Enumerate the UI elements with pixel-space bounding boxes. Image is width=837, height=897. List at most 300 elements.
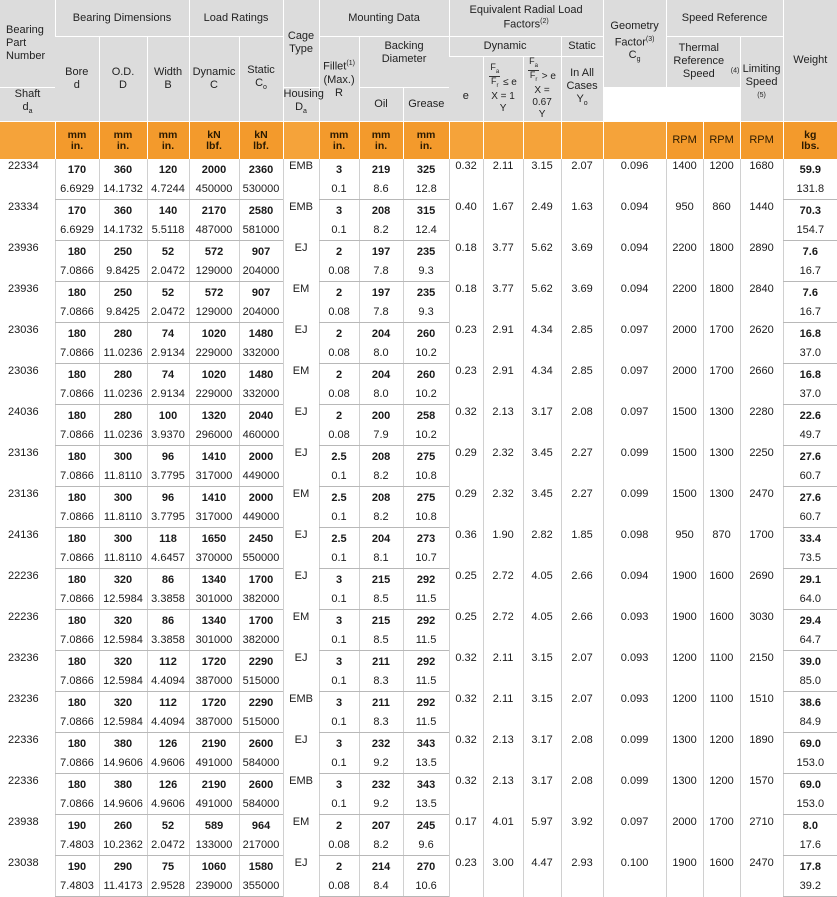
width-mm: 75 — [147, 856, 189, 877]
width-in: 2.9134 — [147, 384, 189, 405]
fillet-mm: 2.5 — [319, 487, 359, 508]
speed-oil: 1500 — [666, 405, 703, 446]
table-row — [0, 692, 837, 713]
geometry-factor: 0.093 — [603, 610, 666, 651]
od-in: 11.0236 — [99, 343, 147, 364]
shaft-mm: 207 — [359, 815, 403, 836]
factor-yo: 2.08 — [561, 733, 603, 774]
part-number: 22336 — [8, 733, 39, 746]
cage-type: EMB — [283, 200, 319, 241]
weight-lbs: 154.7 — [783, 220, 837, 241]
part-number: 23936 — [8, 282, 39, 295]
shaft-in: 8.2 — [359, 835, 403, 856]
weight-kg: 17.8 — [783, 856, 837, 877]
le-e-label: ≤ e — [502, 76, 517, 88]
dynamic-kn: 1720 — [189, 651, 239, 672]
bore-mm: 190 — [55, 815, 99, 836]
od-in: 11.8110 — [99, 548, 147, 569]
unit-mm: mm — [67, 128, 87, 141]
static-kn: 907 — [239, 282, 283, 303]
factor-e: 0.25 — [449, 569, 483, 610]
speed-oil: 1900 — [666, 856, 703, 897]
factor-y1: 2.72 — [483, 569, 523, 610]
part-number: 23036 — [8, 364, 39, 377]
dynamic-lbf: 370000 — [189, 548, 239, 569]
dynamic-kn: 572 — [189, 282, 239, 303]
width-mm: 100 — [147, 405, 189, 426]
weight-kg: 70.3 — [783, 200, 837, 221]
static-kn: 2000 — [239, 487, 283, 508]
static-kn: 2000 — [239, 446, 283, 467]
part-number: 23136 — [8, 487, 39, 500]
fillet-mm: 3 — [319, 651, 359, 672]
factor-y1: 2.13 — [483, 405, 523, 446]
factor-y1: 2.13 — [483, 774, 523, 815]
od-mm: 320 — [99, 610, 147, 631]
factor-y2: 3.15 — [523, 159, 561, 200]
bore-mm: 180 — [55, 405, 99, 426]
static-lbf: 449000 — [239, 466, 283, 487]
dynamic-lbf: 133000 — [189, 835, 239, 856]
factor-e: 0.32 — [449, 774, 483, 815]
header-weight: Weight — [783, 0, 837, 122]
bore-mm: 180 — [55, 610, 99, 631]
cage-type: EJ — [283, 405, 319, 446]
width-mm: 52 — [147, 241, 189, 262]
fillet-note: (1) — [346, 60, 355, 68]
housing-mm: 260 — [403, 323, 449, 344]
geometry-factor: 0.097 — [603, 405, 666, 446]
factor-y2: 3.17 — [523, 733, 561, 774]
factor-y2: 5.97 — [523, 815, 561, 856]
fillet-in: 0.1 — [319, 507, 359, 528]
units-housing — [403, 122, 449, 160]
unit-mm: mm — [371, 128, 391, 141]
bore-in: 7.0866 — [55, 548, 99, 569]
header-y2 — [523, 56, 561, 122]
dynamic-kn: 1410 — [189, 446, 239, 467]
cage-type: EMB — [283, 692, 319, 733]
yo-sub: o — [583, 100, 588, 108]
housing-in: 12.4 — [403, 220, 449, 241]
factor-e: 0.23 — [449, 856, 483, 897]
bore-in: 7.4803 — [55, 835, 99, 856]
fa-sub: a — [495, 68, 500, 75]
speed-oil: 1900 — [666, 610, 703, 651]
od-mm: 380 — [99, 774, 147, 795]
factor-yo: 2.08 — [561, 405, 603, 446]
fillet-mm: 3 — [319, 774, 359, 795]
dynamic-lbf: 229000 — [189, 343, 239, 364]
fillet-mm: 3 — [319, 610, 359, 631]
static-lbf: 332000 — [239, 384, 283, 405]
weight-lbs: 131.8 — [783, 179, 837, 200]
static-lbf: 581000 — [239, 220, 283, 241]
shaft-mm: 197 — [359, 282, 403, 303]
speed-limiting: 2250 — [740, 446, 783, 487]
static-lbf: 449000 — [239, 507, 283, 528]
shaft-mm: 208 — [359, 446, 403, 467]
od-in: 11.0236 — [99, 384, 147, 405]
housing-in: 10.7 — [403, 548, 449, 569]
width-label: Width — [153, 65, 183, 78]
limiting-note: (5) — [757, 91, 766, 99]
static-kn: 2580 — [239, 200, 283, 221]
geometry-sym: C — [628, 49, 637, 62]
fillet-in: 0.1 — [319, 712, 359, 733]
header-eq-radial — [449, 0, 603, 36]
od-mm: 320 — [99, 651, 147, 672]
header-shaft — [0, 87, 55, 122]
width-in: 5.5118 — [147, 220, 189, 241]
in-all-cases-label: In All Cases — [566, 67, 598, 93]
od-mm: 320 — [99, 692, 147, 713]
header-geometry — [603, 0, 666, 87]
speed-oil: 1500 — [666, 446, 703, 487]
width-in: 3.7795 — [147, 507, 189, 528]
od-mm: 260 — [99, 815, 147, 836]
od-mm: 250 — [99, 241, 147, 262]
unit-kn: kN — [207, 128, 221, 141]
shaft-in: 8.5 — [359, 630, 403, 651]
units-row-group — [0, 122, 837, 160]
od-mm: 360 — [99, 200, 147, 221]
od-in: 10.2362 — [99, 835, 147, 856]
factor-e: 0.17 — [449, 815, 483, 856]
thermal-note: (4) — [730, 67, 740, 75]
part-number: 24036 — [8, 405, 39, 418]
housing-sub: a — [303, 107, 307, 115]
fillet-label: Fillet — [323, 61, 347, 74]
od-in: 14.9606 — [99, 753, 147, 774]
speed-limiting: 1700 — [740, 528, 783, 569]
factor-y1: 3.77 — [483, 282, 523, 323]
factor-e: 0.23 — [449, 364, 483, 405]
bore-in: 7.0866 — [55, 671, 99, 692]
fillet-in: 0.1 — [319, 630, 359, 651]
factor-yo: 2.66 — [561, 610, 603, 651]
dynamic-kn: 589 — [189, 815, 239, 836]
static-lbf: 382000 — [239, 589, 283, 610]
factor-y2: 4.47 — [523, 856, 561, 897]
factor-y1: 3.00 — [483, 856, 523, 897]
static-lbf: 382000 — [239, 630, 283, 651]
static-kn: 2600 — [239, 733, 283, 754]
speed-grease: 1300 — [703, 405, 740, 446]
factor-y1: 1.90 — [483, 528, 523, 569]
unit-kg: kg — [804, 128, 817, 141]
static-kn: 2600 — [239, 774, 283, 795]
geometry-factor: 0.100 — [603, 856, 666, 897]
factor-yo: 2.27 — [561, 487, 603, 528]
geometry-note: (3) — [645, 35, 655, 43]
housing-mm: 325 — [403, 159, 449, 179]
static-kn: 1480 — [239, 323, 283, 344]
shaft-mm: 204 — [359, 528, 403, 549]
width-in: 3.7795 — [147, 466, 189, 487]
speed-oil: 1300 — [666, 774, 703, 815]
housing-mm: 343 — [403, 774, 449, 795]
width-mm: 118 — [147, 528, 189, 549]
static-lbf: 204000 — [239, 302, 283, 323]
geometry-factor: 0.097 — [603, 323, 666, 364]
od-label: O.D. — [111, 65, 135, 78]
shaft-mm: 204 — [359, 364, 403, 385]
fillet-mm: 2 — [319, 282, 359, 303]
shaft-mm: 197 — [359, 241, 403, 262]
factor-e: 0.18 — [449, 241, 483, 282]
header-dynamic2: Dynamic — [449, 36, 561, 56]
geometry-factor: 0.098 — [603, 528, 666, 569]
shaft-in: 9.2 — [359, 794, 403, 815]
speed-oil: 2000 — [666, 364, 703, 405]
speed-oil: 2200 — [666, 282, 703, 323]
shaft-in: 7.8 — [359, 261, 403, 282]
weight-kg: 69.0 — [783, 733, 837, 754]
fillet-in: 0.08 — [319, 384, 359, 405]
bore-mm: 180 — [55, 651, 99, 672]
weight-lbs: 39.2 — [783, 876, 837, 897]
factor-e: 0.40 — [449, 200, 483, 241]
housing-in: 10.8 — [403, 507, 449, 528]
factor-yo: 3.69 — [561, 282, 603, 323]
dynamic-kn: 1020 — [189, 364, 239, 385]
factor-y2: 3.17 — [523, 405, 561, 446]
housing-mm: 292 — [403, 569, 449, 590]
cage-type: EJ — [283, 241, 319, 282]
part-number: 23334 — [8, 200, 39, 213]
static-lbf: 515000 — [239, 671, 283, 692]
bore-mm: 180 — [55, 487, 99, 508]
factor-y2: 4.34 — [523, 364, 561, 405]
part-number: 24136 — [8, 528, 39, 541]
width-in: 2.9528 — [147, 876, 189, 897]
weight-lbs: 153.0 — [783, 794, 837, 815]
od-mm: 280 — [99, 323, 147, 344]
width-in: 4.4094 — [147, 671, 189, 692]
shaft-sub: a — [28, 107, 33, 115]
y1-label: Y — [499, 103, 507, 115]
housing-mm: 245 — [403, 815, 449, 836]
factor-y1: 2.32 — [483, 446, 523, 487]
housing-mm: 235 — [403, 282, 449, 303]
weight-kg: 29.4 — [783, 610, 837, 631]
housing-in: 11.5 — [403, 630, 449, 651]
factor-e: 0.32 — [449, 692, 483, 733]
static-kn: 907 — [239, 241, 283, 262]
geometry-factor: 0.099 — [603, 487, 666, 528]
bore-in: 7.0866 — [55, 343, 99, 364]
factor-e: 0.36 — [449, 528, 483, 569]
factor-yo: 2.93 — [561, 856, 603, 897]
factor-y1: 2.72 — [483, 610, 523, 651]
width-in: 2.9134 — [147, 343, 189, 364]
factor-y1: 4.01 — [483, 815, 523, 856]
header-bearing-dimensions: Bearing Dimensions — [55, 0, 189, 36]
housing-mm: 315 — [403, 200, 449, 221]
geometry-factor: 0.099 — [603, 733, 666, 774]
fillet-in: 0.1 — [319, 548, 359, 569]
bore-label: Bore — [65, 65, 89, 78]
od-in: 14.1732 — [99, 179, 147, 200]
table-row — [0, 815, 837, 836]
fr-label: F — [491, 76, 497, 87]
housing-in: 10.2 — [403, 425, 449, 446]
part-number: 22336 — [8, 774, 39, 787]
backing-diameter-label: Backing Diameter — [381, 39, 427, 65]
shaft-mm: 215 — [359, 610, 403, 631]
speed-oil: 2200 — [666, 241, 703, 282]
fillet-mm: 2 — [319, 323, 359, 344]
bore-in: 7.0866 — [55, 630, 99, 651]
width-mm: 96 — [147, 487, 189, 508]
table-header — [0, 0, 837, 122]
bore-in: 7.0866 — [55, 507, 99, 528]
fa-fr-fraction-1 — [489, 63, 500, 92]
housing-in: 9.3 — [403, 302, 449, 323]
fillet-in: 0.1 — [319, 753, 359, 774]
weight-kg: 69.0 — [783, 774, 837, 795]
bore-mm: 180 — [55, 569, 99, 590]
speed-limiting: 2470 — [740, 487, 783, 528]
width-mm: 52 — [147, 282, 189, 303]
units-dynamic — [189, 122, 239, 160]
bore-in: 7.0866 — [55, 753, 99, 774]
bore-mm: 190 — [55, 856, 99, 877]
fillet-in: 0.1 — [319, 794, 359, 815]
speed-limiting: 3030 — [740, 610, 783, 651]
dynamic-lbf: 301000 — [189, 630, 239, 651]
speed-limiting: 2280 — [740, 405, 783, 446]
part-number: 23236 — [8, 651, 39, 664]
fillet-mm: 3 — [319, 200, 359, 221]
width-in: 4.9606 — [147, 794, 189, 815]
bore-mm: 180 — [55, 692, 99, 713]
width-mm: 74 — [147, 323, 189, 344]
speed-oil: 950 — [666, 528, 703, 569]
fillet-mm: 3 — [319, 569, 359, 590]
weight-lbs: 85.0 — [783, 671, 837, 692]
weight-kg: 33.4 — [783, 528, 837, 549]
part-number: 22236 — [8, 610, 39, 623]
factor-yo: 2.85 — [561, 323, 603, 364]
dynamic-kn: 572 — [189, 241, 239, 262]
factor-e: 0.23 — [449, 323, 483, 364]
factor-y2: 5.62 — [523, 282, 561, 323]
fillet-in: 0.08 — [319, 876, 359, 897]
fillet-mm: 2 — [319, 856, 359, 877]
unit-mm: mm — [113, 128, 133, 141]
factor-yo: 2.66 — [561, 569, 603, 610]
geometry-factor: 0.097 — [603, 815, 666, 856]
od-mm: 360 — [99, 159, 147, 179]
housing-mm: 258 — [403, 405, 449, 426]
bore-mm: 180 — [55, 241, 99, 262]
factor-y1: 2.11 — [483, 692, 523, 733]
header-width — [147, 36, 189, 122]
weight-kg: 7.6 — [783, 241, 837, 262]
header-y1 — [483, 56, 523, 122]
speed-oil: 1300 — [666, 733, 703, 774]
part-number: 23036 — [8, 323, 39, 336]
static-lbf: 355000 — [239, 876, 283, 897]
weight-kg: 16.8 — [783, 364, 837, 385]
housing-in: 10.2 — [403, 343, 449, 364]
fillet-mm: 2.5 — [319, 528, 359, 549]
static-kn: 1700 — [239, 569, 283, 590]
fillet-in: 0.1 — [319, 466, 359, 487]
housing-mm: 273 — [403, 528, 449, 549]
housing-mm: 343 — [403, 733, 449, 754]
dynamic-kn: 1340 — [189, 569, 239, 590]
od-in: 9.8425 — [99, 261, 147, 282]
shaft-mm: 211 — [359, 692, 403, 713]
factor-y2: 3.45 — [523, 487, 561, 528]
bore-in: 6.6929 — [55, 179, 99, 200]
housing-in: 11.5 — [403, 671, 449, 692]
width-mm: 112 — [147, 651, 189, 672]
table-row — [0, 569, 837, 590]
part-number: 22236 — [8, 569, 39, 582]
width-mm: 112 — [147, 692, 189, 713]
speed-limiting: 1570 — [740, 774, 783, 815]
speed-oil: 1200 — [666, 651, 703, 692]
bore-mm: 180 — [55, 323, 99, 344]
table-row — [0, 364, 837, 385]
cage-type: EJ — [283, 856, 319, 897]
shaft-in: 8.5 — [359, 589, 403, 610]
shaft-label: Shaft — [14, 87, 41, 100]
dynamic-kn: 2000 — [189, 159, 239, 179]
width-in: 3.9370 — [147, 425, 189, 446]
factor-e: 0.29 — [449, 446, 483, 487]
fillet-mm: 2.5 — [319, 446, 359, 467]
factor-yo: 2.27 — [561, 446, 603, 487]
fillet-sym: R — [335, 87, 343, 100]
shaft-mm: 214 — [359, 856, 403, 877]
factor-y1: 1.67 — [483, 200, 523, 241]
housing-mm: 292 — [403, 610, 449, 631]
units-e — [449, 122, 483, 160]
static-kn: 1700 — [239, 610, 283, 631]
static-lbf: 584000 — [239, 794, 283, 815]
header-oil: Oil — [359, 87, 403, 122]
bore-in: 7.0866 — [55, 794, 99, 815]
shaft-mm: 204 — [359, 323, 403, 344]
od-mm: 250 — [99, 282, 147, 303]
weight-lbs: 64.7 — [783, 630, 837, 651]
shaft-in: 8.2 — [359, 507, 403, 528]
width-mm: 86 — [147, 610, 189, 631]
shaft-mm: 215 — [359, 569, 403, 590]
part-number: 23038 — [8, 856, 39, 869]
header-thermal — [666, 36, 740, 87]
thermal-label: Thermal Reference Speed — [673, 42, 725, 80]
width-mm: 126 — [147, 774, 189, 795]
factor-y1: 2.91 — [483, 364, 523, 405]
factor-e: 0.32 — [449, 159, 483, 200]
bore-in: 7.0866 — [55, 261, 99, 282]
speed-grease: 1200 — [703, 159, 740, 200]
factor-yo: 1.63 — [561, 200, 603, 241]
shaft-in: 8.3 — [359, 712, 403, 733]
bore-mm: 180 — [55, 774, 99, 795]
header-dynamic — [189, 36, 239, 122]
cage-type: EJ — [283, 569, 319, 610]
od-in: 11.8110 — [99, 466, 147, 487]
width-mm: 96 — [147, 446, 189, 467]
unit-in: in. — [70, 139, 84, 152]
